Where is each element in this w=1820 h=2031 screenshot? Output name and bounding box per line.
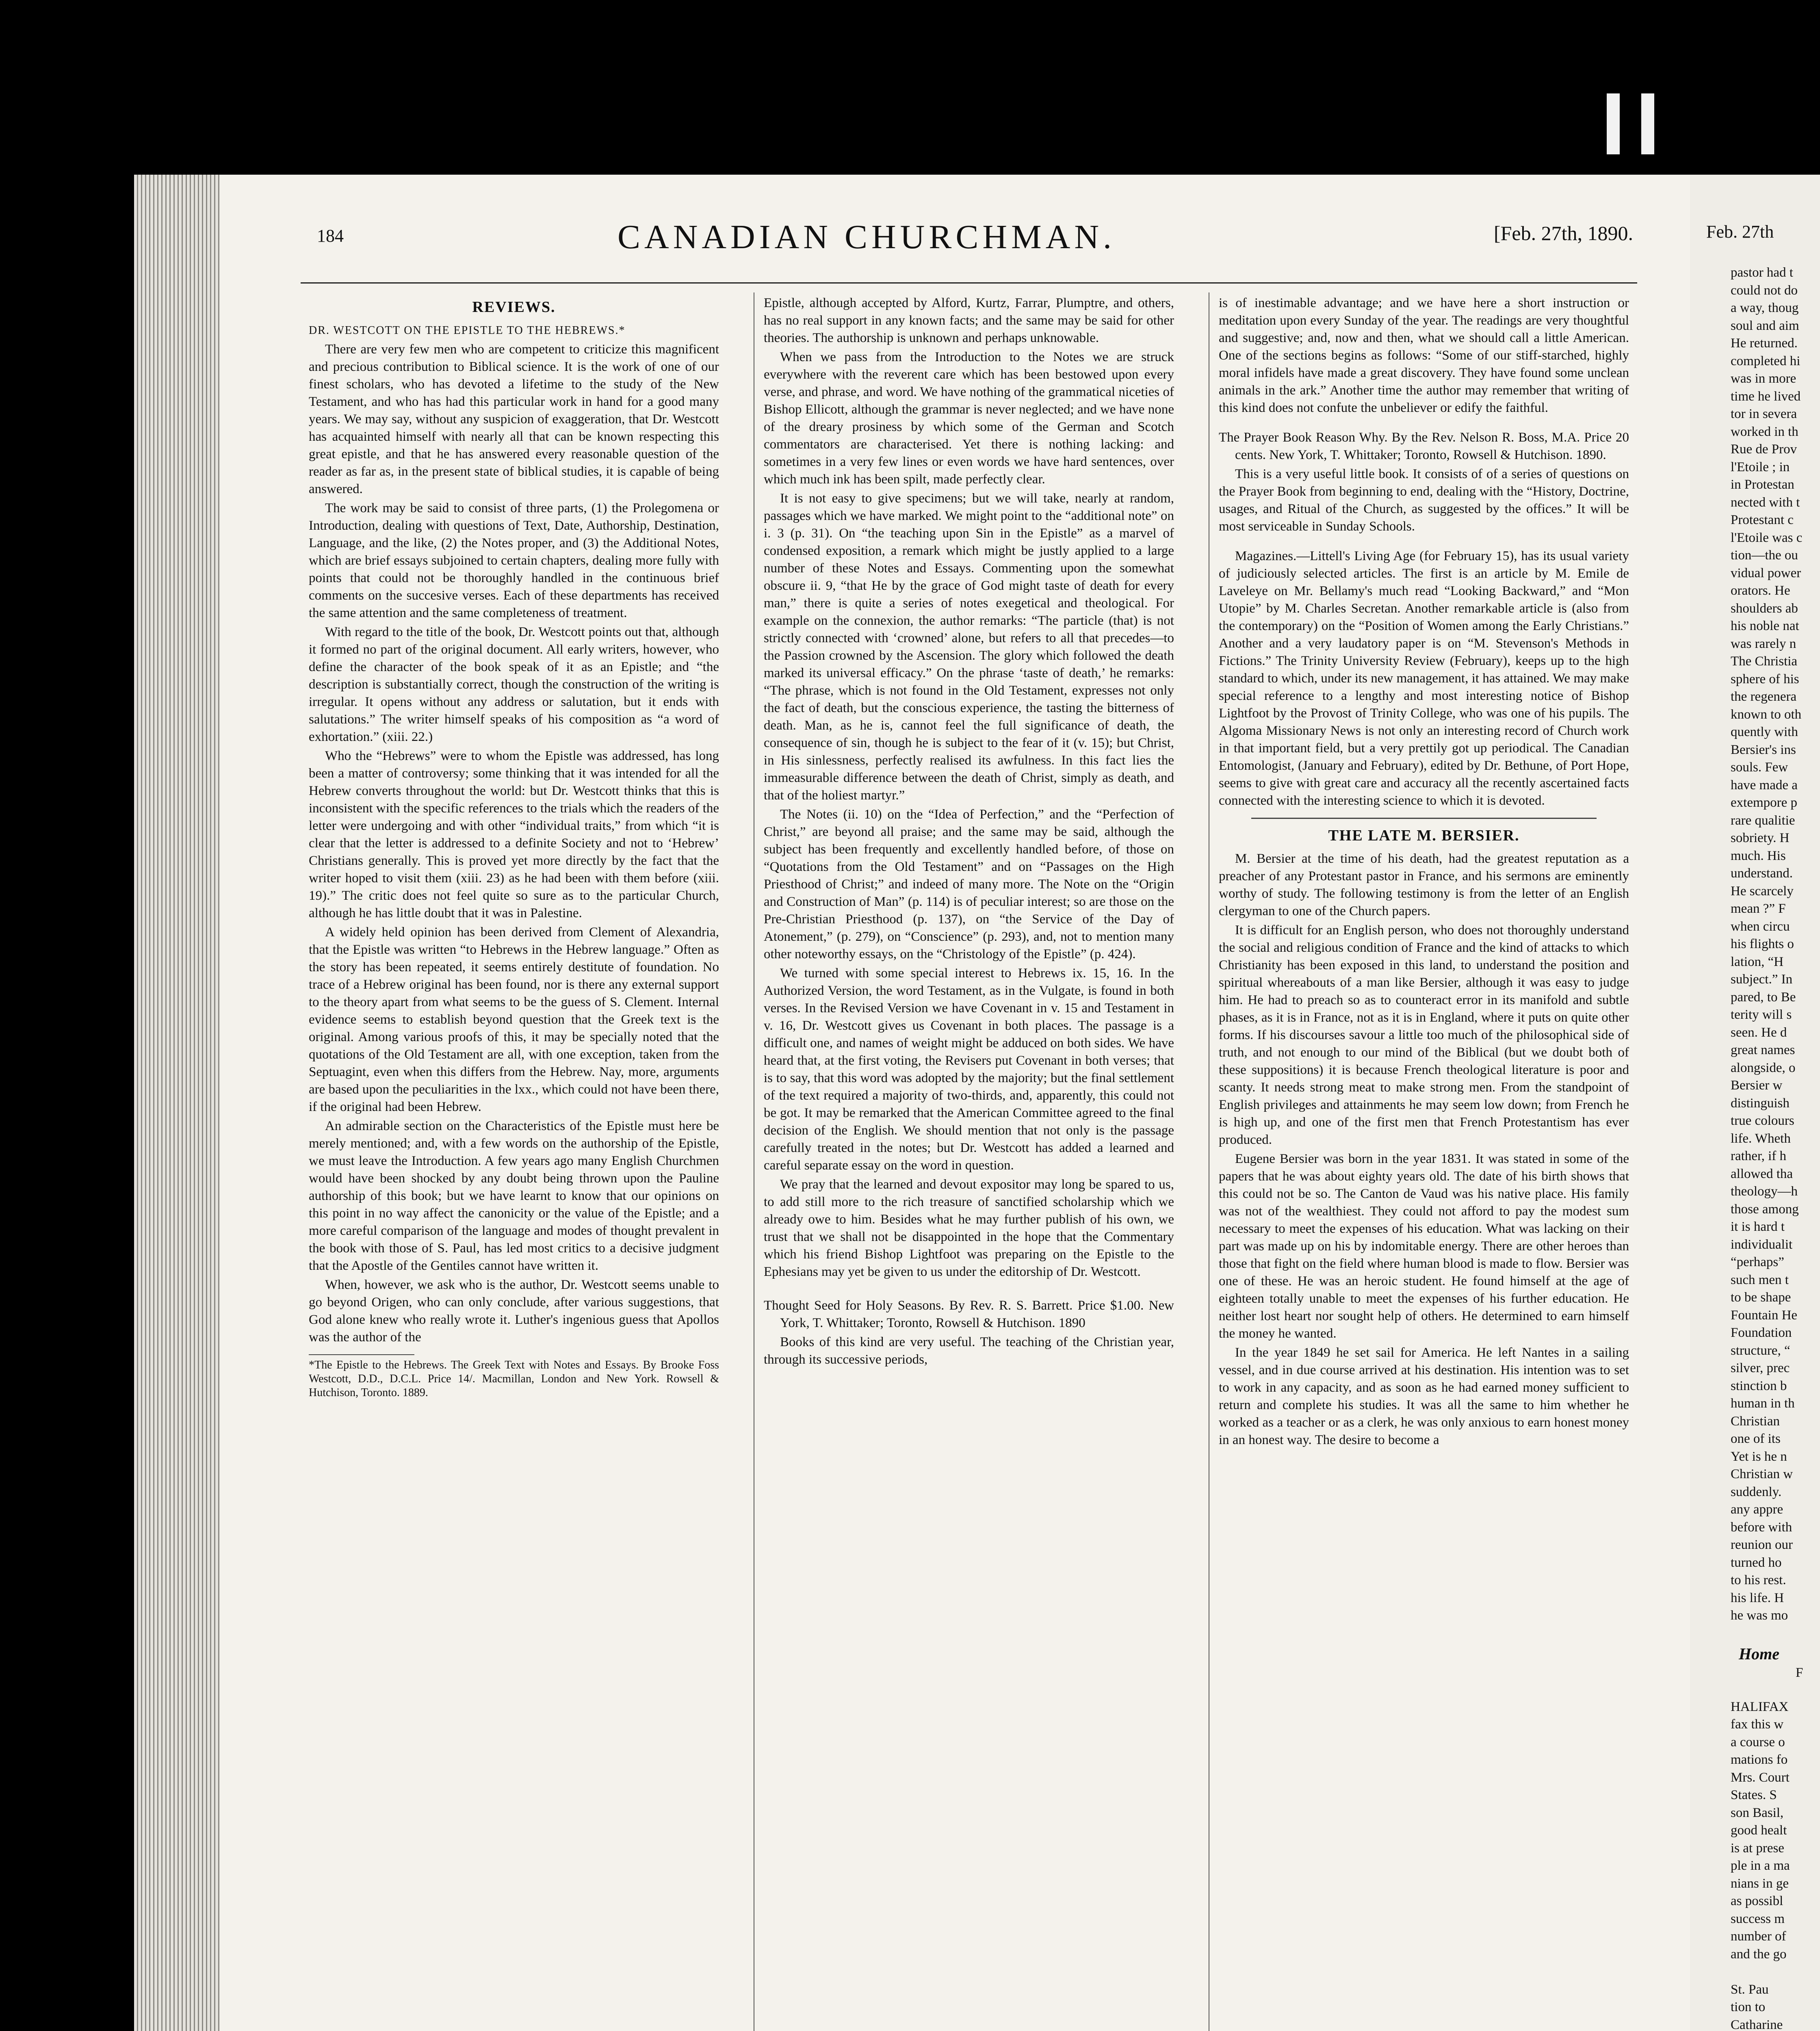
next-page-date: Feb. 27th bbox=[1706, 222, 1774, 242]
next-page-line: tor in severa bbox=[1731, 407, 1797, 421]
next-page-line: fax this w bbox=[1731, 1717, 1784, 1732]
next-page-line: nians in ge bbox=[1731, 1876, 1789, 1891]
next-page-line: number of bbox=[1731, 1929, 1786, 1944]
next-page-line: soul and aim bbox=[1731, 318, 1799, 333]
next-page-line: tion—the ou bbox=[1731, 548, 1798, 563]
paragraph: It is difficult for an English person, who does not thoroughly understand the social and religious condition of France and the kind of attacks to which Christianity has been exposed in this land, to understand the position and spiritual whereabouts of a man like Bersier, although it was easy to judge him. He had to preach so as to counteract error in its manifold and subtle phases, as it is in France, not as it is in England, where it puts on quite other forms. If his discourses savour a little too much of the philosophical side of truth, and not enough to our mind of the Biblical (but we doubt both of these suppositions) it is because French theological literature is poor and scanty. It needs strong meat to make strong men. From the standpoint of English privileges and attainments he may seem low down; from French he is high up, and one of the first men that French Protestantism has ever produced. bbox=[1219, 923, 1629, 1147]
paragraph: A widely held opinion has been derived from Clement of Alexandria, that the Epistle was written “to Hebrews in the Hebrew language.” Often as the story has been repeated, it seems entirely destitute of foundation. No trace of a Hebrew original has been found, nor is there any external support to the theory apart from what seems to be the guess of S. Clement. Internal evidence seems to establish beyond question that the Greek text is the original. Among various proofs of this, it may be specially noted that the quotations of the Old Testament are all, with one exception, taken from the Septuagint, even when this differs from the Hebrew. Nay, more, arguments are based upon the peculiarities in the lxx., which could not have been there, if the original had been Hebrew. bbox=[309, 925, 719, 1114]
next-page-line: sobriety. H bbox=[1731, 831, 1790, 845]
next-page-line: to be shape bbox=[1731, 1290, 1791, 1305]
next-page-line: tion to bbox=[1731, 2000, 1766, 2014]
next-page-line: a way, thoug bbox=[1731, 301, 1799, 315]
next-page-line: lation, “H bbox=[1731, 954, 1784, 969]
next-page-line: could not do bbox=[1731, 283, 1798, 298]
next-page-line: turned ho bbox=[1731, 1555, 1782, 1570]
header-date: [Feb. 27th, 1890. bbox=[1493, 222, 1633, 245]
next-page-line: reunion our bbox=[1731, 1537, 1793, 1552]
paragraph: is of inestimable advantage; and we have here a short instruction or meditation upon every Sunday of the year. The readings are very thoughtful and suggestive; and, now and then, what we should call a little American. One of the sections begins as follows: “Some of our stiff-starched, highly moral infidels have made a great discovery. They have found some unclean animals in the ark.” Another time the author may remember that writing of this kind does not confute the unbeliever or edify the faithful. bbox=[1219, 296, 1629, 415]
paragraph: Eugene Bersier was born in the year 1831. It was stated in some of the papers that he was about eighty years old. The date of his birth shows that this could not be so. The Canton de Vaud was his native place. His family was not of the wealthiest. They could not afford to pay the modest sum necessary to meet the expenses of his education. What was lacking on their part was made up on his by indomitable energy. There are other heroes than those that fight on the field where human blood is made to flow. Bersier was one of these. He was an heroic student. He found himself at the age of eighteen totally unable to meet the expenses of his further education. He neither lost heart nor sought help of others. He determined to earn himself the money he wanted. bbox=[1219, 1152, 1629, 1341]
binding-mark bbox=[1607, 93, 1620, 154]
next-page-line: distinguish bbox=[1731, 1096, 1790, 1111]
next-page-line: completed hi bbox=[1731, 353, 1800, 368]
section-rule bbox=[1251, 818, 1597, 819]
next-page-line: rare qualitie bbox=[1731, 813, 1795, 828]
next-page-line: shoulders ab bbox=[1731, 601, 1798, 616]
next-page-line: son Basil, bbox=[1731, 1805, 1784, 1820]
binding-mark bbox=[1641, 93, 1654, 154]
page-header bbox=[317, 217, 1633, 256]
paragraph: This is a very useful little book. It consists of of a series of questions on the Prayer Book from beginning to end, dealing with the “History, Doctrine, usages, and Ritual of the Church, as suggested by the offices.” It will be most serviceable in Sunday Schools. bbox=[1219, 467, 1629, 534]
next-page-line bbox=[1731, 1963, 1803, 1981]
paragraph: With regard to the title of the book, Dr. Westcott points out that, although it formed no part of the original document. All early writers, however, who define the character of the book speak of it as an Epistle; and “the description is substantially correct, though the construction of the writing is irregular. It opens without any address or salutation, but it ends with salutations.” The writer himself speaks of his composition as “a word of exhortation.” (xiii. 22.) bbox=[309, 625, 719, 744]
next-page-line: a course o bbox=[1731, 1734, 1785, 1750]
next-page-line: as possibl bbox=[1731, 1894, 1783, 1908]
next-page-line: he was mo bbox=[1731, 1608, 1788, 1623]
next-page-line: known to oth bbox=[1731, 707, 1802, 722]
next-page-line: Bersier's ins bbox=[1731, 742, 1796, 757]
masthead: CANADIAN CHURCHMAN. bbox=[618, 218, 1116, 256]
next-page-line: the regenera bbox=[1731, 689, 1797, 704]
page-number: 184 bbox=[317, 226, 344, 246]
next-page-line: good healt bbox=[1731, 1823, 1787, 1838]
next-page-line: pared, to Be bbox=[1731, 990, 1796, 1005]
next-page-line: Rue de Prov bbox=[1731, 442, 1797, 457]
next-page-line: structure, “ bbox=[1731, 1343, 1790, 1358]
next-page-line: seen. He d bbox=[1731, 1025, 1787, 1040]
next-page-line: was rarely n bbox=[1731, 636, 1796, 651]
next-page-line: was in more bbox=[1731, 371, 1796, 386]
paragraph: M. Bersier at the time of his death, had the greatest reputation as a preacher of any Protestant pastor in France, and his sermons are eminently worthy of study. The following testimony is from the letter of an English clergyman to one of the Church papers. bbox=[1219, 851, 1629, 918]
next-page-line: Catharine bbox=[1731, 2017, 1783, 2031]
header-rule bbox=[301, 282, 1637, 284]
next-page-line: is at prese bbox=[1731, 1840, 1784, 1856]
next-page-line: it is hard t bbox=[1731, 1219, 1785, 1234]
book-notice: Thought Seed for Holy Seasons. By Rev. R. S. Barrett. Price $1.00. New York, T. Whittaker; Toronto, Rowsell & Hutchison. 1890 bbox=[764, 1298, 1174, 1330]
paragraph: There are very few men who are competent to criticize this magnificent and precious contribution to Biblical science. It is the work of one of our finest scholars, who has devoted a lifetime to the study of the New Testament, and who has had this particular work in hand for a good many years. We may say, without any suspicion of exaggeration, that Dr. Westcott has acquainted himself with nearly all that can be known respecting this great epistle, and that he has answered every reasonable question of the reader as far as, in the present state of biblical studies, it is capable of being answered. bbox=[309, 342, 719, 496]
next-page-line: any appre bbox=[1731, 1502, 1783, 1517]
next-page-line: vidual power bbox=[1731, 565, 1801, 580]
next-page-line: Yet is he n bbox=[1731, 1449, 1787, 1464]
next-page-line: in Protestan bbox=[1731, 477, 1794, 492]
next-page-line: Christian bbox=[1731, 1414, 1780, 1429]
book-notice: The Prayer Book Reason Why. By the Rev. Nelson R. Boss, M.A. Price 20 cents. New York, T. Whittaker; Toronto, Rowsell & Hutchison. 1890. bbox=[1219, 430, 1629, 462]
next-page-line: and the go bbox=[1731, 1947, 1787, 1962]
next-page-line: quently with bbox=[1731, 725, 1798, 739]
next-page-line: orators. He bbox=[1731, 583, 1790, 598]
next-page-line: such men t bbox=[1731, 1272, 1789, 1287]
next-page-line: life. Wheth bbox=[1731, 1131, 1791, 1146]
paragraph: Epistle, although accepted by Alford, Kurtz, Farrar, Plumptre, and others, has no real support in any known facts; and the same may be said for other theories. The authorship is unknown and perhaps unknowable. bbox=[764, 296, 1174, 345]
next-page-line: Mrs. Court bbox=[1731, 1770, 1790, 1785]
next-page-line: great names bbox=[1731, 1043, 1795, 1057]
next-page-line: when circu bbox=[1731, 919, 1790, 934]
paragraph: An admirable section on the Characteristics of the Epistle must here be merely mentioned; and, with a few words on the authorship of the Epistle, we must leave the Introduction. A few years ago many English Churchmen would have been shocked by any doubt being thrown upon the Pauline authorship of this book; but we have learnt to know that our opinions on this point in no way affect the canonicity or the value of the Epistle; and a more careful comparison of the language and modes of thought prevalent in the book with those of S. Paul, has led most critics to a decisive judgment that the Apostle of the Gentiles cannot have written it. bbox=[309, 1119, 719, 1273]
next-page-line: to his rest. bbox=[1731, 1573, 1786, 1587]
next-page-line: Christian w bbox=[1731, 1467, 1793, 1481]
next-page-line: St. Pau bbox=[1731, 1982, 1769, 1997]
next-page-line: success m bbox=[1731, 1911, 1785, 1926]
next-page-line: extempore p bbox=[1731, 795, 1798, 810]
footnote-rule bbox=[309, 1354, 414, 1355]
next-page-line: souls. Few bbox=[1731, 760, 1788, 775]
next-page-line: The Christia bbox=[1731, 654, 1798, 669]
next-page-line: Bersier w bbox=[1731, 1078, 1783, 1093]
next-page-line: suddenly. bbox=[1731, 1484, 1782, 1499]
paragraph: The work may be said to consist of three parts, (1) the Prolegomena or Introduction, dealing with questions of Text, Date, Authorship, Destination, Language, and the like, (2) the Notes proper, and (3) the Additional Notes, which are brief essays subjoined to certain chapters, dealing more fully with points that could not be thoroughly handled in the continuous brief comments on the succesive verses. Each of these departments has received the same attention and the same completeness of treatment. bbox=[309, 501, 719, 620]
paragraph: In the year 1849 he set sail for America. He left Nantes in a sailing vessel, and in due course arrived at his destination. His intention was to set to work in any capacity, and as soon as he had earned money sufficient to return and complete his studies. It was all the same to him whether he worked as a teacher or as a clerk, he was only anxious to earn honest money in an honest way. The desire to become a bbox=[1219, 1345, 1629, 1447]
next-page-line: nected with t bbox=[1731, 495, 1800, 510]
section-heading: REVIEWS. bbox=[472, 299, 556, 316]
next-page-line: understand. bbox=[1731, 866, 1793, 881]
next-page-line: mean ?” F bbox=[1731, 901, 1786, 916]
next-page-line: stinction b bbox=[1731, 1378, 1787, 1393]
next-page-line: theology—h bbox=[1731, 1184, 1798, 1199]
next-page-strip bbox=[1690, 175, 1820, 2031]
next-page-line: pastor had t bbox=[1731, 265, 1793, 280]
next-page-line: his noble nat bbox=[1731, 619, 1799, 633]
paragraph: When, however, we ask who is the author, Dr. Westcott seems unable to go beyond Origen, who can only conclude, after various suggestions, that God alone knew who really wrote it. Luther's ingenious guess that Apollos was the author of the bbox=[309, 1277, 719, 1345]
section-heading: THE LATE M. BERSIER. bbox=[1328, 827, 1520, 844]
paragraph: We pray that the learned and devout expositor may long be spared to us, to add still more to the rich treasure of sanctified scholarship which we already owe to him. Besides what he may further publish of his own, we trust that we shall not be disappointed in the hope that the Commentary which his friend Bishop Lightfoot was preparing on the Epistle to the Ephesians may yet be given to us under the editorship of Dr. Westcott. bbox=[764, 1177, 1174, 1279]
next-page-line: much. His bbox=[1731, 848, 1786, 863]
paragraph: We turned with some special interest to Hebrews ix. 15, 16. In the Authorized Version, the word Testament, as in the Vulgate, is found in both verses. In the Revised Version we have Covenant in v. 15 and Testament in v. 16, Dr. Westcott gives us Covenant in both places. The passage is a difficult one, and names of weight might be adduced on both sides. We have heard that, at the first voting, the Revisers put Covenant in both verses; that is to say, that this word was adopted by the majority; but the final settlement of the text required a majority of two-thirds, and, apparently, this could not be got. It may be remarked that the American Committee agreed to the final decision of the English. We should mention that not only is the passage carefully treated in the notes; but Dr. Westcott has added a learned and careful separate essay on the word in question. bbox=[764, 966, 1174, 1173]
next-page-line: terity will s bbox=[1731, 1007, 1792, 1022]
paragraph: Books of this kind are very useful. The teaching of the Christian year, through its successive periods, bbox=[764, 1335, 1174, 1367]
next-page-line: Protestant c bbox=[1731, 513, 1794, 527]
next-page-line: one of its bbox=[1731, 1431, 1781, 1446]
paragraph: When we pass from the Introduction to the Notes we are struck everywhere with the reverent care which has been bestowed upon every verse, and phrase, and word. We have nothing of the grammatical niceties of Bishop Ellicott, although the grammar is never neglected; and we have none of the dreary prosiness by which some of the German and Scotch commentators are characterised. Yet there is nothing lacking: and sometimes in a very few lines or even words we have hard sentences, over which much ink has been spilt, made perfectly clear. bbox=[764, 350, 1174, 487]
next-page-line: mations fo bbox=[1731, 1752, 1788, 1767]
next-page-line: worked in th bbox=[1731, 424, 1798, 439]
next-page-line: have made a bbox=[1731, 777, 1798, 792]
column-two bbox=[764, 294, 1174, 1370]
paragraph: Who the “Hebrews” were to whom the Epistle was addressed, has long been a matter of controversy; some thinking that it was intended for all the Hebrew converts throughout the world: but Dr. Westcott thinks that this is inconsistent with the specific references to the trials which the readers of the letter were undergoing and with other “individual traits,” from which “it is clear that the letter is addressed to a definite Society and not to ‘Hebrew’ Christians generally. This is proved yet more directly by the fact that the writer hoped to visit them (xiii. 23) as he had been with them before (xiii. 19).” The critic does not feel quite so sure as to the particular Church, although he has little doubt that it was in Palestine. bbox=[309, 749, 719, 920]
next-page-line: l'Etoile ; in bbox=[1731, 459, 1790, 474]
paragraph: The Notes (ii. 10) on the “Idea of Perfection,” and the “Perfection of Christ,” are beyond all praise; and the same may be said, although the subject has been frequently and excellently handled before, of those on “Quotations from the Old Testament” and on “Passages on the High Priesthood of Christ;” and indeed of many more. The Note on the “Origin and Construction of Man” (p. 114) is of peculiar interest; so are those on the Pre-Christian Priesthood (p. 137), on “the Service of the Day of Atonement,” (p. 279), on “Conscience” (p. 293), and, not to mention many other noteworthy essays, on the “Christology of the Epistle” (p. 424). bbox=[764, 807, 1174, 961]
review-subheading: DR. WESTCOTT ON THE EPISTLE TO THE HEBREWS.* bbox=[309, 324, 626, 337]
next-page-line: HALIFAX bbox=[1731, 1699, 1789, 1714]
next-page-line: States. S bbox=[1731, 1788, 1777, 1802]
next-page-line: “perhaps” bbox=[1731, 1255, 1784, 1269]
next-page-line: rather, if h bbox=[1731, 1149, 1787, 1163]
next-page-line: subject.” In bbox=[1731, 972, 1793, 987]
next-page-section-title: Home bbox=[1739, 1644, 1779, 1663]
next-page-line: ple in a ma bbox=[1731, 1858, 1790, 1873]
next-page-line: his life. H bbox=[1731, 1590, 1784, 1605]
next-page-line: He returned. bbox=[1731, 336, 1798, 351]
next-page-line: individualit bbox=[1731, 1237, 1793, 1252]
next-page-line: alongside, o bbox=[1731, 1060, 1796, 1075]
next-page-line: time he lived bbox=[1731, 389, 1801, 404]
magazines-paragraph: Magazines.—Littell's Living Age (for February 15), has its usual variety of judiciously selected articles. The first is an article by M. Emile de Laveleye on Mr. Bellamy's much read “Looking Backward,” and “Mon Utopie” by M. Charles Secretan. Another remarkable article is (also from the contemporary) on the “Position of Women among the Early Christians.” Another and a very laudatory paper is on “M. Stevenson's Methods in Fictions.” The Trinity University Review (February), keeps up to the high standard to which, under its new management, it has attained. We may make special reference to a lengthy and most interesting notice of Bishop Lightfoot by the Provost of Trinity College, who was one of his pupils. The Algoma Missionary News is not only an interesting record of Church work in that important field, but a very prettily got up periodical. The Canadian Entomologist, (January and February), edited by Dr. Bethune, of Port Hope, seems to give with great care and accuracy all the recently ascertained facts connected with the interesting science to which it is devoted. bbox=[1219, 549, 1629, 808]
footnote: *The Epistle to the Hebrews. The Greek Text with Notes and Essays. By Brooke Foss Westcott, D.D., D.C.L. Price 14/. Macmillan, London and New York. Rowsell & Hutchison, Toronto. 1889. bbox=[309, 1359, 719, 1399]
next-page-line: true colours bbox=[1731, 1113, 1794, 1128]
next-page-line: sphere of his bbox=[1731, 671, 1799, 686]
next-page-line: silver, prec bbox=[1731, 1361, 1790, 1375]
page-edges bbox=[134, 175, 219, 2031]
next-page-line: He scarcely bbox=[1731, 883, 1794, 899]
next-page-line: human in th bbox=[1731, 1396, 1795, 1411]
next-page-text bbox=[1731, 264, 1803, 2031]
column-reviews bbox=[309, 294, 719, 1400]
next-page-section-sub: F bbox=[1796, 1665, 1803, 1680]
column-three bbox=[1219, 294, 1629, 1451]
paragraph: It is not easy to give specimens; but we will take, nearly at random, passages which we have marked. We might point to the “additional note” on i. 3 (p. 31). On “the teaching upon Sin in the Epistle” as a marvel of condensed exposition, a remark which might be justly applied to a large number of these Notes and Essays. Commenting upon the somewhat obscure ii. 9, “that He by the grace of God might taste of death for every man,” there is quite a series of notes exegetical and theological. For example on the connexion, the author remarks: “The particle (that) is not strictly connected with ‘crowned’ alone, but refers to all that precedes—to the Passion crowned by the Ascension. The glory which followed the death marked its universal efficacy.” On the phrase ‘taste of death,’ he remarks: “The phrase, which is not found in the Old Testament, expresses not only the fact of death, but the conscious experience, the tasting the bitterness of death. Man, as he is, cannot feel the full significance of death, the consequence of sin, though he is subject to the fear of it (v. 15); but Christ, in His sinlessness, perfectly realised its awfulness. In this fact lies the immeasurable difference between the death of Christ, simply as death, and that of the holiest martyr.” bbox=[764, 491, 1174, 803]
next-page-line: Foundation bbox=[1731, 1325, 1792, 1340]
next-page-line: allowed tha bbox=[1731, 1166, 1793, 1181]
next-page-line: his flights o bbox=[1731, 937, 1794, 951]
next-page-line: before with bbox=[1731, 1520, 1792, 1535]
next-page-line: those among bbox=[1731, 1202, 1799, 1217]
next-page-line: l'Etoile was c bbox=[1731, 530, 1803, 545]
next-page-line: Fountain He bbox=[1731, 1308, 1798, 1323]
